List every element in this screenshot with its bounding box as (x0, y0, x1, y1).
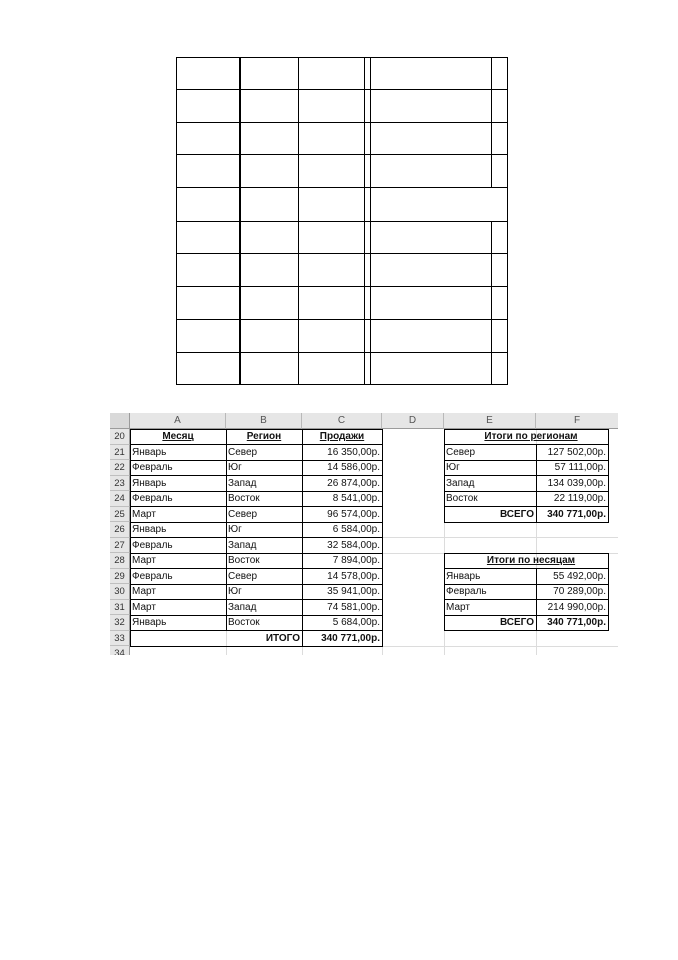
sales-cell[interactable]: 16 350,00р. (327, 446, 380, 458)
grid-line (176, 286, 508, 287)
row-header[interactable]: 20 (110, 429, 130, 445)
month-cell[interactable]: Февраль (132, 570, 173, 582)
sales-cell[interactable]: 6 584,00р. (332, 524, 380, 535)
sales-cell[interactable]: 8 541,00р. (332, 493, 380, 504)
month-cell[interactable]: Март (132, 508, 156, 520)
region-cell[interactable]: Запад (228, 477, 257, 489)
grid-line (176, 57, 508, 58)
row-header[interactable]: 25 (110, 507, 130, 523)
month-name-cell[interactable]: Февраль (446, 586, 487, 597)
column-header-d[interactable]: D (382, 413, 444, 429)
month-grand-total-value[interactable]: 340 771,00р. (547, 617, 606, 628)
region-totals-border (444, 491, 609, 492)
header-sales[interactable]: Продажи (319, 431, 365, 442)
region-cell[interactable]: Север (228, 570, 258, 582)
region-totals-title[interactable]: Итоги по регионам (484, 431, 578, 442)
row-header[interactable]: 32 (110, 615, 130, 631)
main-table-border (130, 630, 383, 631)
month-totals-border (444, 568, 609, 569)
grid-line (176, 187, 508, 188)
sales-cell[interactable]: 5 684,00р. (332, 617, 380, 628)
month-totals-border (444, 599, 609, 600)
sales-cell[interactable]: 35 941,00р. (327, 586, 380, 597)
row-header[interactable]: 30 (110, 584, 130, 600)
region-cell[interactable]: Юг (228, 524, 242, 535)
grid-line (176, 122, 508, 123)
sales-cell[interactable]: 14 578,00р. (327, 570, 380, 582)
month-grand-total-label[interactable]: ВСЕГО (499, 617, 534, 628)
column-header-f[interactable]: F (536, 413, 618, 429)
gridline (382, 429, 383, 655)
main-table-border (130, 506, 383, 507)
grid-line (176, 319, 508, 320)
main-table-border (130, 537, 383, 538)
main-table-border (130, 522, 383, 523)
main-table-border (130, 568, 383, 569)
row-header[interactable]: 23 (110, 476, 130, 492)
region-cell[interactable]: Север (228, 446, 258, 458)
region-total-cell[interactable]: 127 502,00р. (547, 446, 606, 458)
grid-line (176, 384, 508, 385)
grid-line (298, 57, 299, 385)
column-header-a[interactable]: A (130, 413, 226, 429)
sales-cell[interactable]: 7 894,00р. (332, 555, 380, 566)
main-table-border (130, 599, 383, 600)
sales-cell[interactable]: 32 584,00р. (327, 539, 380, 551)
region-name-cell[interactable]: Север (446, 446, 476, 458)
region-totals-border (444, 460, 609, 461)
column-header-b[interactable]: B (226, 413, 302, 429)
row-header[interactable]: 22 (110, 460, 130, 476)
region-totals-border (444, 475, 609, 476)
grid-line (176, 253, 508, 254)
main-table-border (130, 553, 383, 554)
month-name-cell[interactable]: Март (446, 601, 470, 613)
month-name-cell[interactable]: Январь (446, 570, 481, 582)
grid-line (491, 221, 492, 385)
total-value[interactable]: 340 771,00р. (321, 632, 380, 644)
month-totals-border (444, 584, 609, 585)
sales-cell[interactable]: 26 874,00р. (327, 477, 380, 489)
region-name-cell[interactable]: Юг (446, 462, 460, 473)
month-total-cell[interactable]: 214 990,00р. (547, 601, 606, 613)
region-totals-border (536, 506, 537, 522)
row-header[interactable]: 34 (110, 646, 130, 655)
row-header[interactable]: 27 (110, 538, 130, 554)
month-cell[interactable]: Февраль (132, 539, 173, 551)
region-cell[interactable]: Восток (228, 617, 260, 628)
month-cell[interactable]: Январь (132, 446, 167, 458)
region-grand-total-label[interactable]: ВСЕГО (499, 508, 534, 520)
region-cell[interactable]: Юг (228, 586, 242, 597)
month-cell[interactable]: Март (132, 586, 156, 597)
region-cell[interactable]: Юг (228, 462, 242, 473)
region-cell[interactable]: Запад (228, 539, 257, 551)
month-total-cell[interactable]: 70 289,00р. (553, 586, 606, 597)
grid-line (176, 57, 177, 385)
main-table-border (130, 444, 383, 445)
region-totals-border (444, 506, 609, 507)
month-totals-border (444, 615, 609, 616)
month-cell[interactable]: Январь (132, 477, 167, 489)
grid-line (364, 57, 365, 385)
region-total-cell[interactable]: 22 119,00р. (553, 493, 606, 504)
month-cell[interactable]: Февраль (132, 462, 173, 473)
region-total-cell[interactable]: 57 111,00р. (554, 462, 606, 473)
sales-cell[interactable]: 96 574,00р. (327, 508, 380, 520)
row-header[interactable]: 26 (110, 522, 130, 538)
region-grand-total-value[interactable]: 340 771,00р. (547, 508, 606, 520)
grid-line (176, 352, 508, 353)
row-header[interactable]: 28 (110, 553, 130, 569)
row-header[interactable]: 21 (110, 445, 130, 461)
region-total-cell[interactable]: 134 039,00р. (547, 477, 606, 489)
header-region[interactable]: Регион (246, 431, 282, 442)
total-label[interactable]: ИТОГО (265, 632, 300, 644)
blank-table-grid (176, 57, 508, 385)
select-all-corner[interactable] (110, 413, 130, 429)
spreadsheet (110, 413, 618, 655)
month-cell[interactable]: Январь (132, 524, 167, 535)
column-header-e[interactable]: E (444, 413, 536, 429)
grid-line (176, 154, 508, 155)
month-cell[interactable]: Март (132, 601, 156, 613)
region-name-cell[interactable]: Запад (446, 477, 475, 489)
grid-line (491, 57, 492, 187)
region-cell[interactable]: Восток (228, 555, 260, 566)
region-cell[interactable]: Север (228, 508, 258, 520)
main-table-border (130, 584, 383, 585)
month-cell[interactable]: Февраль (132, 493, 173, 504)
month-total-cell[interactable]: 55 492,00р. (553, 570, 606, 582)
gridline (130, 646, 618, 647)
sales-cell[interactable]: 74 581,00р. (327, 601, 380, 613)
month-cell[interactable]: Март (132, 555, 156, 566)
main-table-border (130, 475, 383, 476)
sales-cell[interactable]: 14 586,00р. (327, 462, 380, 473)
grid-line (239, 57, 241, 385)
row-header[interactable]: 24 (110, 491, 130, 507)
main-table-border (130, 460, 383, 461)
main-table-border (130, 491, 383, 492)
grid-line (507, 57, 508, 385)
row-header[interactable]: 29 (110, 569, 130, 585)
region-totals-border (444, 444, 609, 445)
grid-line (176, 221, 508, 222)
month-totals-title[interactable]: Итоги по несяцам (486, 555, 576, 566)
region-name-cell[interactable]: Восток (446, 493, 478, 504)
grid-line (370, 57, 371, 385)
header-month[interactable]: Месяц (162, 431, 194, 442)
region-cell[interactable]: Запад (228, 601, 257, 613)
column-header-c[interactable]: C (302, 413, 382, 429)
region-cell[interactable]: Восток (228, 493, 260, 504)
month-cell[interactable]: Январь (132, 617, 167, 628)
grid-line (176, 89, 508, 90)
main-table-border (130, 615, 383, 616)
row-header[interactable]: 31 (110, 600, 130, 616)
row-header[interactable]: 33 (110, 631, 130, 647)
